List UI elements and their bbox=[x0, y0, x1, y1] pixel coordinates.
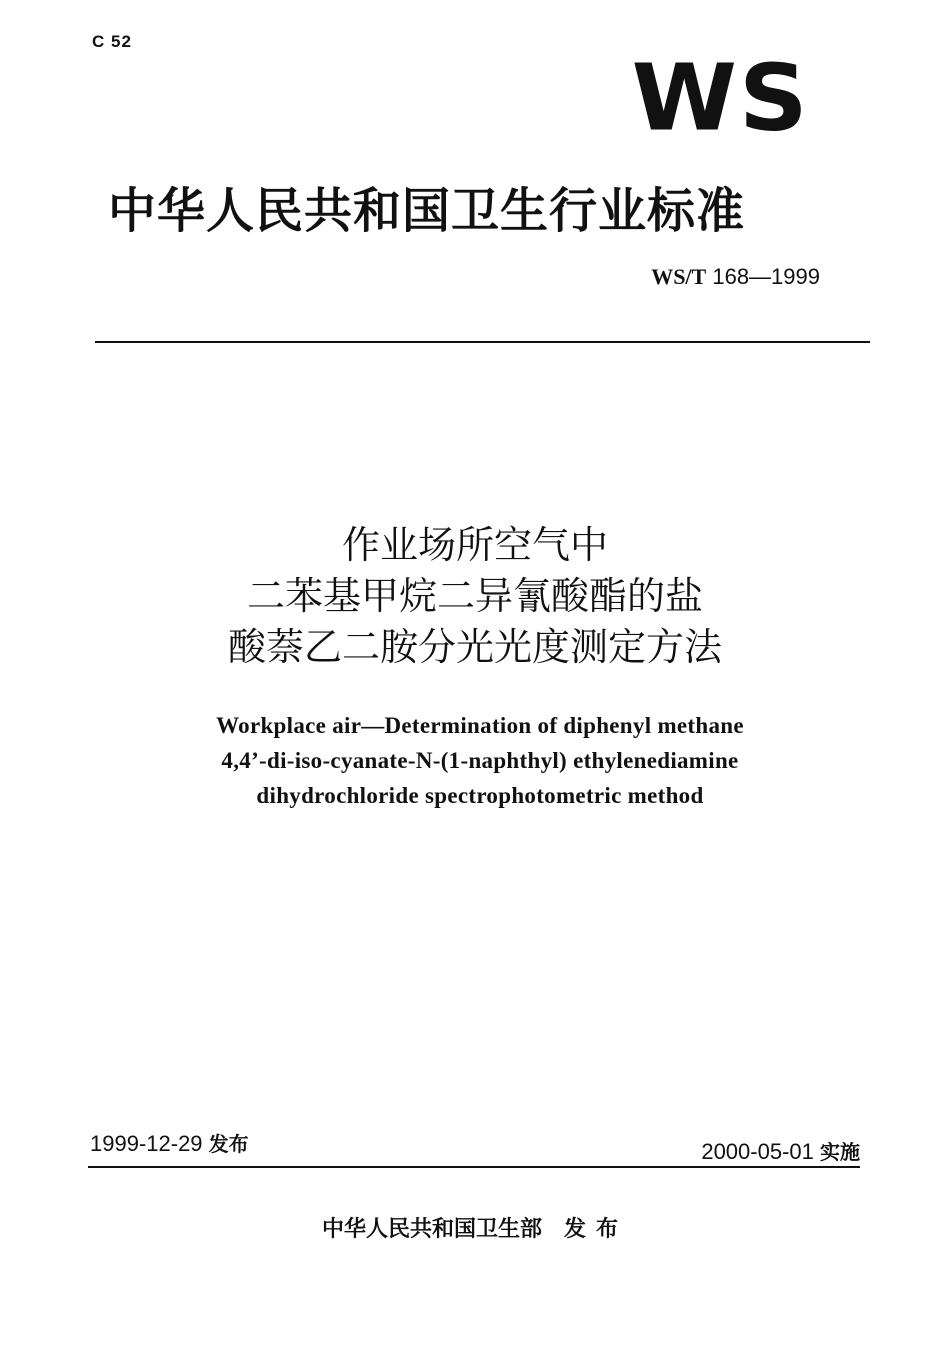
standard-prefix: WS/T bbox=[651, 264, 707, 289]
issue-date-block bbox=[90, 1128, 249, 1157]
issuer-name: 中华人民共和国卫生部 bbox=[321, 1217, 542, 1242]
issuer-action: 发布 bbox=[564, 1217, 629, 1242]
header-divider bbox=[95, 341, 870, 343]
implementation-label: 实施 bbox=[820, 1140, 860, 1164]
chinese-title-line: 二苯基甲烷二异氰酸酯的盐 bbox=[246, 574, 703, 618]
issue-date: 1999-12-29 bbox=[90, 1131, 203, 1156]
standard-number-value: 168—1999 bbox=[712, 264, 820, 289]
implementation-date: 2000-05-01 bbox=[701, 1139, 814, 1164]
chinese-title bbox=[0, 520, 950, 673]
chinese-title-line: 酸萘乙二胺分光光度测定方法 bbox=[227, 625, 722, 669]
implementation-date-block bbox=[701, 1136, 860, 1165]
chinese-title-line: 作业场所空气中 bbox=[341, 523, 608, 567]
english-title-line: 4,4’-di-iso-cyanate-N-(1-naphthyl) ethylenediamine bbox=[221, 748, 739, 773]
issuer-line bbox=[0, 1212, 950, 1243]
classification-code: C 52 bbox=[92, 32, 132, 51]
english-title bbox=[0, 708, 950, 813]
standard-number bbox=[651, 264, 820, 290]
footer-divider bbox=[88, 1166, 860, 1168]
standard-category-title: 中华人民共和国卫生行业标准 bbox=[108, 183, 746, 239]
issue-label: 发布 bbox=[208, 1132, 249, 1156]
ws-logo: WS bbox=[631, 44, 810, 152]
english-title-line: dihydrochloride spectrophotometric method bbox=[256, 783, 704, 808]
english-title-line: Workplace air—Determination of diphenyl methane bbox=[216, 713, 744, 738]
